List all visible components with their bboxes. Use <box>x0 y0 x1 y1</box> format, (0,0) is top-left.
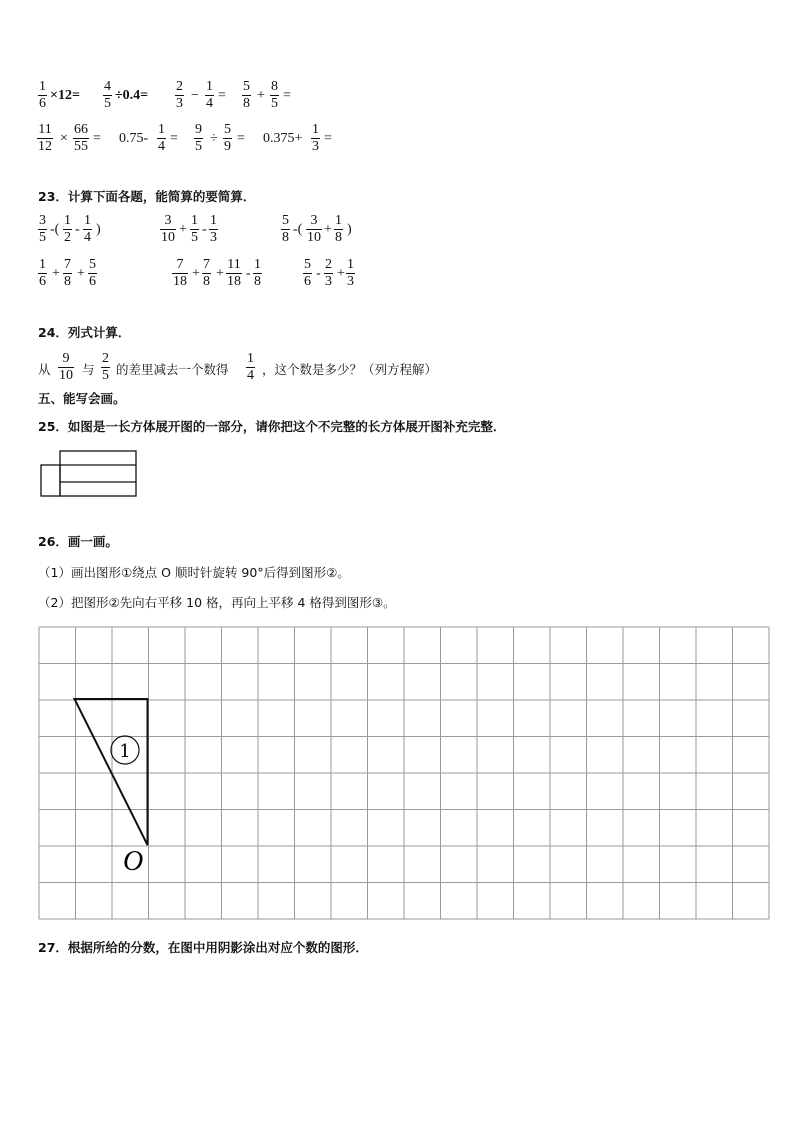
fraction: $\frac{9}{5}$ <box>195 122 202 154</box>
fraction: $\frac{11}{12}$ <box>38 122 52 154</box>
expr-tail: ×12= <box>50 88 80 103</box>
fraction: $\frac{1}{4}$ <box>158 122 165 154</box>
fraction: $\frac{5}{9}$ <box>224 122 231 154</box>
net-side-rect <box>41 465 60 496</box>
question-27-title: 27．根据所给的分数，在图中用阴影涂出对应个数的图形． <box>38 940 368 955</box>
triangle-shape-1 <box>75 699 148 845</box>
question-25-title: 25．如图是一长方体展开图的一部分，请你把这个不完整的长方体展开图补充完整． <box>38 419 506 434</box>
net-figure <box>38 448 142 500</box>
fraction: $\frac{66}{55}$ <box>74 122 88 154</box>
drawing-grid[interactable] <box>38 626 770 920</box>
q26-part-2: （2）把图形②先向右平移 10 格，再向上平移 4 格得到图形③。 <box>38 595 396 610</box>
fraction: $\frac{4}{5}$ <box>104 79 111 111</box>
expr-tail: ÷0.4= <box>115 88 149 103</box>
section-5-title: 五、能写会画。 <box>38 391 126 406</box>
fraction: $\frac{2}{3}$ <box>176 79 183 111</box>
question-23-title: 23．计算下面各题，能简算的要简算． <box>38 189 256 204</box>
fraction: $\frac{5}{8}$ <box>243 79 250 111</box>
net-main-rect <box>60 451 136 496</box>
fraction: $\frac{8}{5}$ <box>271 79 278 111</box>
point-o-label: O <box>123 846 144 877</box>
fraction: $\frac{1}{4}$ <box>206 79 213 111</box>
question-26-title: 26．画一画。 <box>38 534 118 549</box>
shape-1-label: 1 <box>119 741 131 762</box>
fraction: $\frac{1}{3}$ <box>312 122 319 154</box>
question-24-title: 24．列式计算． <box>38 325 131 340</box>
fraction: $\frac{1}{6}$ <box>39 79 46 111</box>
q26-part-1: （1）画出图形①绕点 O 顺时针旋转 90°后得到图形②。 <box>38 565 350 580</box>
